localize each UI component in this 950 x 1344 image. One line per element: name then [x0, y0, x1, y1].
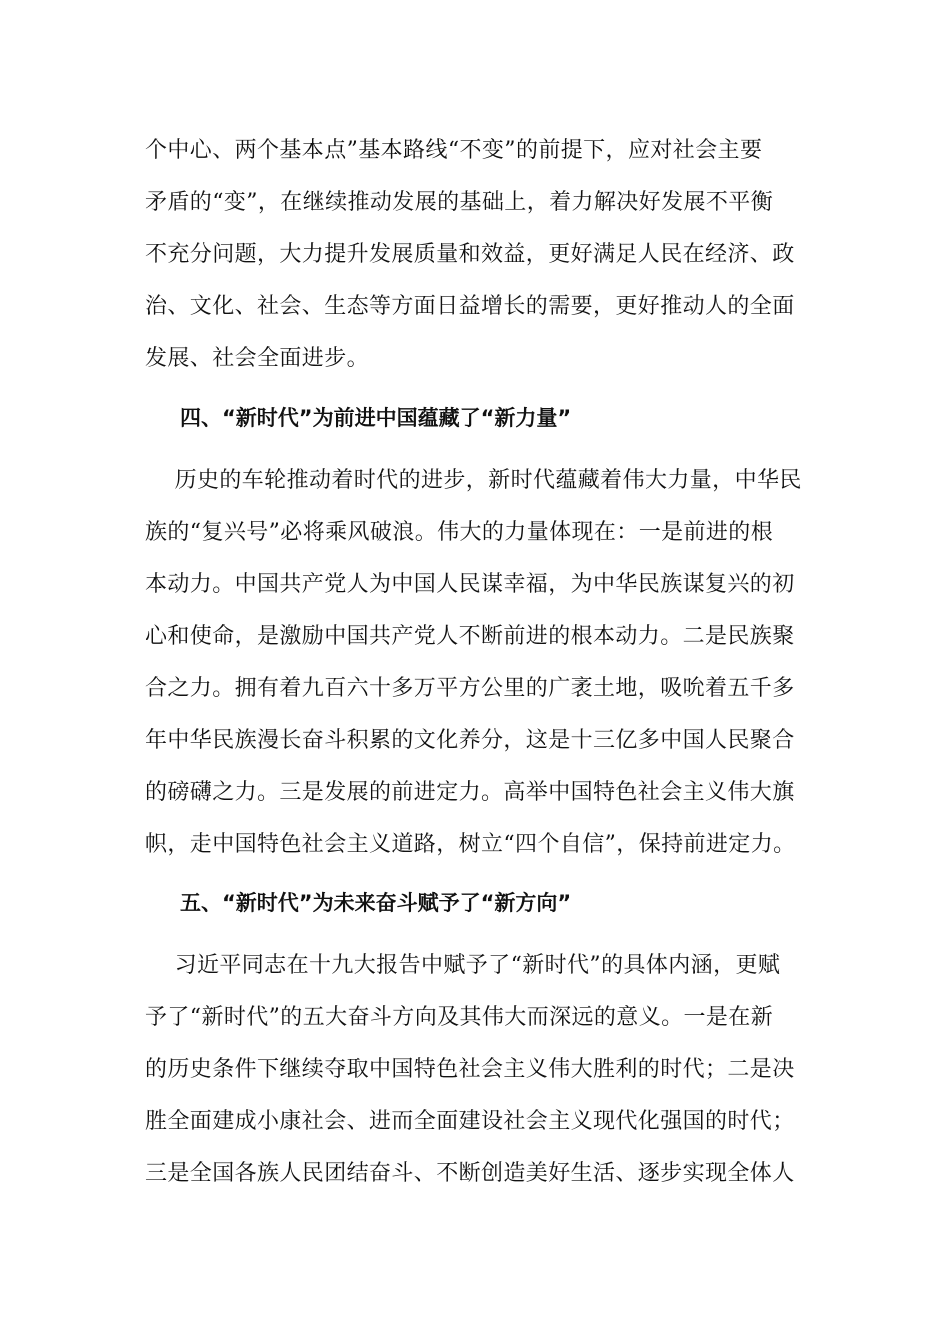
paragraph-line: 治、文化、社会、生态等方面日益增长的需要，更好推动人的全面	[145, 294, 795, 319]
paragraph-line: 的磅礴之力。三是发展的前进定力。高举中国特色社会主义伟大旗	[145, 780, 795, 805]
section-heading-5: 五、“新时代”为未来奋斗赋予了“新方向”	[180, 891, 572, 915]
paragraph-line: 个中心、两个基本点”基本路线“不变”的前提下，应对社会主要	[145, 138, 763, 163]
paragraph-line: 习近平同志在十九大报告中赋予了“新时代”的具体内涵，更赋	[145, 953, 781, 978]
paragraph-line: 族的“复兴号”必将乘风破浪。伟大的力量体现在：一是前进的根	[145, 520, 774, 545]
section-heading-4: 四、“新时代”为前进中国蕴藏了“新力量”	[180, 406, 572, 430]
paragraph-line: 历史的车轮推动着时代的进步，新时代蕴藏着伟大力量，中华民	[145, 468, 802, 493]
paragraph-line: 予了“新时代”的五大奋斗方向及其伟大而深远的意义。一是在新	[145, 1005, 774, 1030]
paragraph-line: 心和使命，是激励中国共产党人不断前进的根本动力。二是民族聚	[145, 624, 795, 649]
paragraph-line: 发展、社会全面进步。	[145, 346, 370, 371]
paragraph-line: 胜全面建成小康社会、进而全面建设社会主义现代化强国的时代；	[145, 1109, 795, 1134]
paragraph-line: 矛盾的“变”，在继续推动发展的基础上，着力解决好发展不平衡	[145, 190, 774, 215]
paragraph-line: 不充分问题，大力提升发展质量和效益，更好满足人民在经济、政	[145, 242, 795, 267]
paragraph-1	[145, 125, 805, 385]
paragraph-line: 帜，走中国特色社会主义道路，树立“四个自信”，保持前进定力。	[145, 832, 796, 857]
paragraph-line: 合之力。拥有着九百六十多万平方公里的广袤土地，吸吮着五千多	[145, 676, 795, 701]
paragraph-line: 三是全国各族人民团结奋斗、不断创造美好生活、逐步实现全体人	[145, 1161, 795, 1186]
paragraph-line: 年中华民族漫长奋斗积累的文化养分，这是十三亿多中国人民聚合	[145, 728, 795, 753]
paragraph-line: 的历史条件下继续夺取中国特色社会主义伟大胜利的时代；二是决	[145, 1057, 795, 1082]
paragraph-line: 本动力。中国共产党人为中国人民谋幸福，为中华民族谋复兴的初	[145, 572, 795, 597]
paragraph-2	[145, 455, 805, 871]
paragraph-3	[145, 940, 805, 1200]
